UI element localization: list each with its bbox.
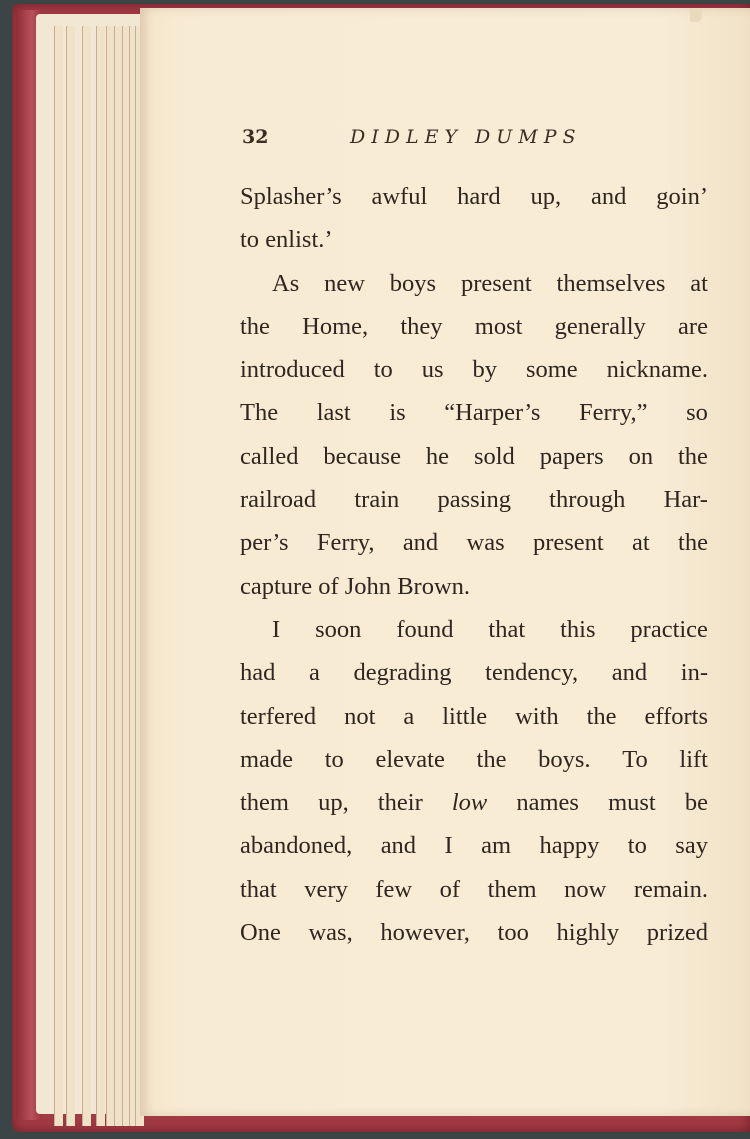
text-line: terfered not a little with the efforts — [240, 702, 708, 730]
text-line: As new boys present themselves at — [272, 269, 708, 297]
text-line: made to elevate the boys. To lift — [240, 745, 708, 773]
text-line: Splasher’s awful hard up, and goin’ — [240, 183, 708, 210]
text-line: to enlist.’ — [240, 226, 333, 254]
page-text-body — [240, 175, 708, 954]
text-line: per’s Ferry, and was present at the — [240, 529, 708, 557]
text-line: that very few of them now remain. — [240, 875, 708, 903]
text-line: had a degrading tendency, and in- — [240, 659, 708, 687]
page-header — [242, 126, 712, 156]
page-leaf — [66, 26, 75, 1126]
page-number: 32 — [242, 126, 269, 148]
text-line: The last is “Harper’s Ferry,” so — [240, 399, 708, 427]
page-leaf — [96, 26, 105, 1126]
page-corner-fold — [690, 8, 702, 22]
text-line: railroad train passing through Har- — [240, 486, 708, 514]
text-line: the Home, they most generally are — [240, 312, 708, 340]
page-leaf — [54, 26, 63, 1126]
text-line: introduced to us by some nickname. — [240, 356, 708, 384]
text-line: I soon found that this practice — [272, 615, 708, 643]
text-line: One was, however, too highly prized — [240, 919, 708, 947]
text-line: called because he sold papers on the — [240, 442, 708, 470]
italic-word: low — [451, 789, 488, 817]
text-line: abandoned, and I am happy to say — [240, 832, 708, 860]
page-leaf — [82, 26, 91, 1126]
running-title: DIDLEY DUMPS — [350, 126, 582, 148]
text-line: capture of John Brown. — [240, 572, 471, 600]
page-block — [36, 14, 146, 1114]
text-line: them up, their low names must be — [240, 789, 708, 817]
